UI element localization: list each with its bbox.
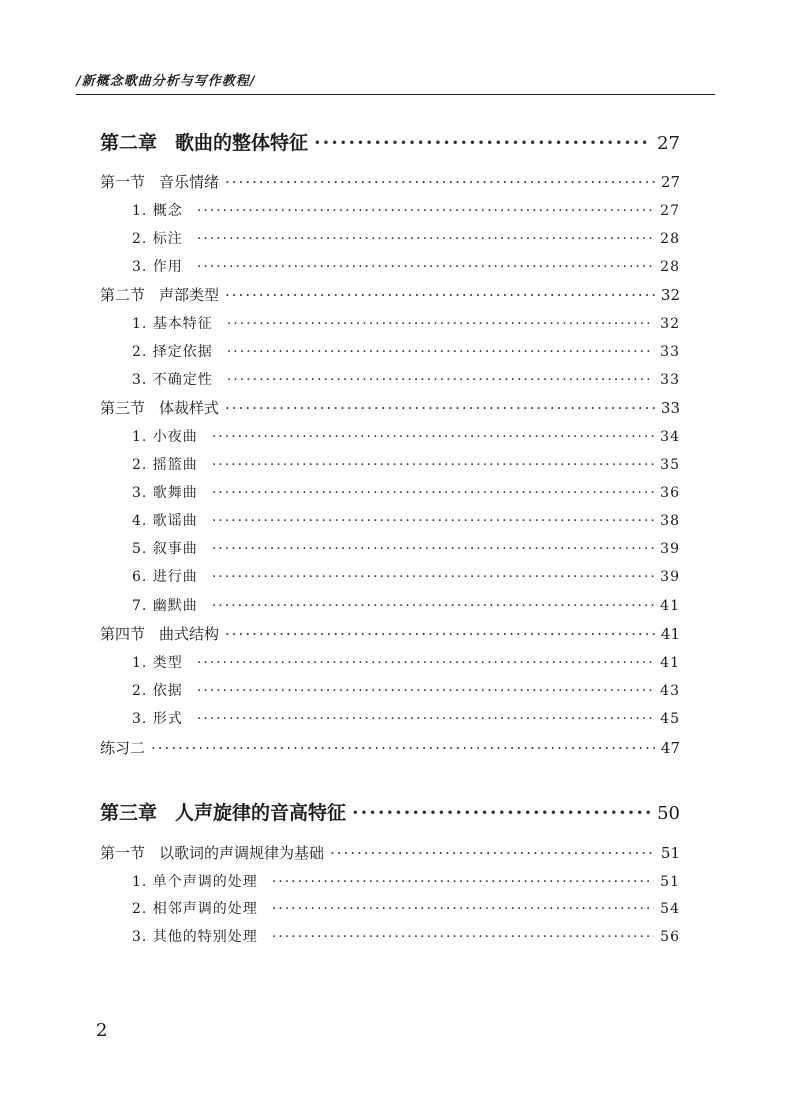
toc-page: 27 — [660, 203, 680, 219]
dot-leader — [197, 683, 654, 699]
toc-label: 3. 作用 — [132, 259, 183, 275]
dot-leader — [227, 316, 654, 332]
toc-item — [132, 595, 680, 615]
dot-leader — [272, 901, 654, 917]
toc-label — [100, 798, 346, 825]
toc-title: 声部类型 — [159, 286, 220, 304]
toc-label: 1. 类型 — [132, 655, 183, 671]
toc-number: 第一节 — [100, 173, 146, 191]
toc-title: 歌曲的整体特征 — [175, 132, 309, 154]
dot-leader — [197, 231, 654, 247]
page-number: 2 — [96, 1020, 108, 1041]
toc-page: 56 — [660, 929, 680, 945]
dot-leader — [330, 844, 655, 862]
dot-leader — [212, 569, 654, 585]
toc-page: 51 — [660, 874, 680, 890]
dot-leader — [225, 399, 655, 417]
toc-section — [100, 171, 680, 192]
toc-page: 27 — [657, 133, 680, 154]
toc-page: 41 — [660, 655, 680, 671]
toc-label: 1. 单个声调的处理 — [132, 874, 258, 890]
toc-item — [132, 538, 680, 558]
toc-label: 1. 基本特征 — [132, 316, 213, 332]
dot-leader — [225, 173, 655, 191]
toc-label: 3. 不确定性 — [132, 372, 213, 388]
toc-page: 33 — [660, 344, 680, 360]
toc-label: 2. 择定依据 — [132, 344, 213, 360]
toc-number: 第三节 — [100, 399, 146, 417]
toc-item — [132, 898, 680, 918]
toc-item — [132, 566, 680, 586]
toc-section — [100, 842, 680, 863]
toc-label: 3. 歌舞曲 — [132, 485, 198, 501]
toc-item — [132, 228, 680, 248]
dot-leader — [272, 929, 654, 945]
toc-label: 3. 其他的特别处理 — [132, 929, 258, 945]
dot-leader — [227, 344, 654, 360]
dot-leader — [197, 711, 654, 727]
dot-leader — [212, 541, 654, 557]
toc-page: 45 — [660, 711, 680, 727]
toc-page: 38 — [660, 513, 680, 529]
toc-page: 27 — [660, 173, 680, 191]
toc-number: 第二节 — [100, 286, 146, 304]
toc-item — [132, 256, 680, 276]
toc-label: 1. 小夜曲 — [132, 429, 198, 445]
toc-page: 34 — [660, 429, 680, 445]
toc-label: 2. 摇篮曲 — [132, 457, 198, 473]
toc-page: 39 — [660, 569, 680, 585]
toc-title: 曲式结构 — [159, 625, 220, 643]
toc-number: 第一节 — [100, 844, 146, 862]
toc-chapter — [100, 128, 680, 155]
toc-item — [132, 313, 680, 333]
toc-page: 28 — [660, 259, 680, 275]
toc-chapter — [100, 798, 680, 825]
toc-label: 3. 形式 — [132, 711, 183, 727]
dot-leader — [227, 372, 654, 388]
toc-label: 6. 进行曲 — [132, 569, 198, 585]
toc-item — [132, 426, 680, 446]
dot-leader — [314, 132, 651, 154]
dot-leader — [197, 655, 654, 671]
toc-page: 32 — [660, 286, 680, 304]
toc-label: 2. 依据 — [132, 683, 183, 699]
dot-leader — [212, 513, 654, 529]
toc-item — [132, 708, 680, 728]
toc-page: 41 — [660, 625, 680, 643]
toc-page: 50 — [657, 803, 680, 824]
toc-label — [100, 171, 219, 192]
toc-page: 36 — [660, 485, 680, 501]
toc-item — [132, 341, 680, 361]
toc-label — [100, 284, 219, 305]
toc-label — [100, 397, 219, 418]
toc-label — [100, 842, 324, 863]
toc-item — [132, 454, 680, 474]
toc-section — [100, 397, 680, 418]
toc-item — [132, 369, 680, 389]
toc-title: 体裁样式 — [159, 399, 220, 417]
toc-item — [132, 926, 680, 946]
toc-page: 32 — [660, 316, 680, 332]
toc-number: 第四节 — [100, 625, 146, 643]
toc-item — [132, 680, 680, 700]
dot-leader — [212, 429, 654, 445]
toc-page: 47 — [660, 739, 680, 757]
toc-page: 33 — [660, 399, 680, 417]
dot-leader — [225, 625, 655, 643]
dot-leader — [212, 598, 654, 614]
header-rule — [76, 94, 715, 95]
dot-leader — [225, 286, 655, 304]
toc-page: 39 — [660, 541, 680, 557]
dot-leader — [212, 457, 654, 473]
toc-section — [100, 284, 680, 305]
dot-leader — [151, 739, 655, 757]
toc-page: 35 — [660, 457, 680, 473]
running-header: /新概念歌曲分析与写作教程/ — [76, 74, 256, 89]
dot-leader — [352, 802, 651, 824]
toc-exercise — [100, 737, 680, 758]
toc-number: 第二章 — [100, 132, 158, 154]
toc-label — [100, 128, 308, 155]
toc-label: 2. 相邻声调的处理 — [132, 901, 258, 917]
toc-item — [132, 652, 680, 672]
toc-item — [132, 510, 680, 530]
toc-page: 51 — [660, 844, 680, 862]
toc-label: 1. 概念 — [132, 203, 183, 219]
toc-page: 54 — [660, 901, 680, 917]
toc-page: 41 — [660, 598, 680, 614]
toc-label: 4. 歌谣曲 — [132, 513, 198, 529]
toc-title: 人声旋律的音高特征 — [175, 802, 347, 824]
toc-item — [132, 871, 680, 891]
toc-label — [100, 623, 219, 644]
toc-page: 28 — [660, 231, 680, 247]
toc-item — [132, 200, 680, 220]
toc-title: 音乐情绪 — [159, 173, 220, 191]
toc-section — [100, 623, 680, 644]
toc-page: 43 — [660, 683, 680, 699]
toc-page: 33 — [660, 372, 680, 388]
toc-label: 5. 叙事曲 — [132, 541, 198, 557]
dot-leader — [272, 874, 654, 890]
toc-title: 以歌词的声调规律为基础 — [159, 844, 325, 862]
dot-leader — [197, 259, 654, 275]
toc-label: 2. 标注 — [132, 231, 183, 247]
toc-number: 第三章 — [100, 802, 158, 824]
toc-label: 练习二 — [100, 739, 146, 757]
dot-leader — [212, 485, 654, 501]
dot-leader — [197, 203, 654, 219]
toc-item — [132, 482, 680, 502]
toc-label: 7. 幽默曲 — [132, 598, 198, 614]
